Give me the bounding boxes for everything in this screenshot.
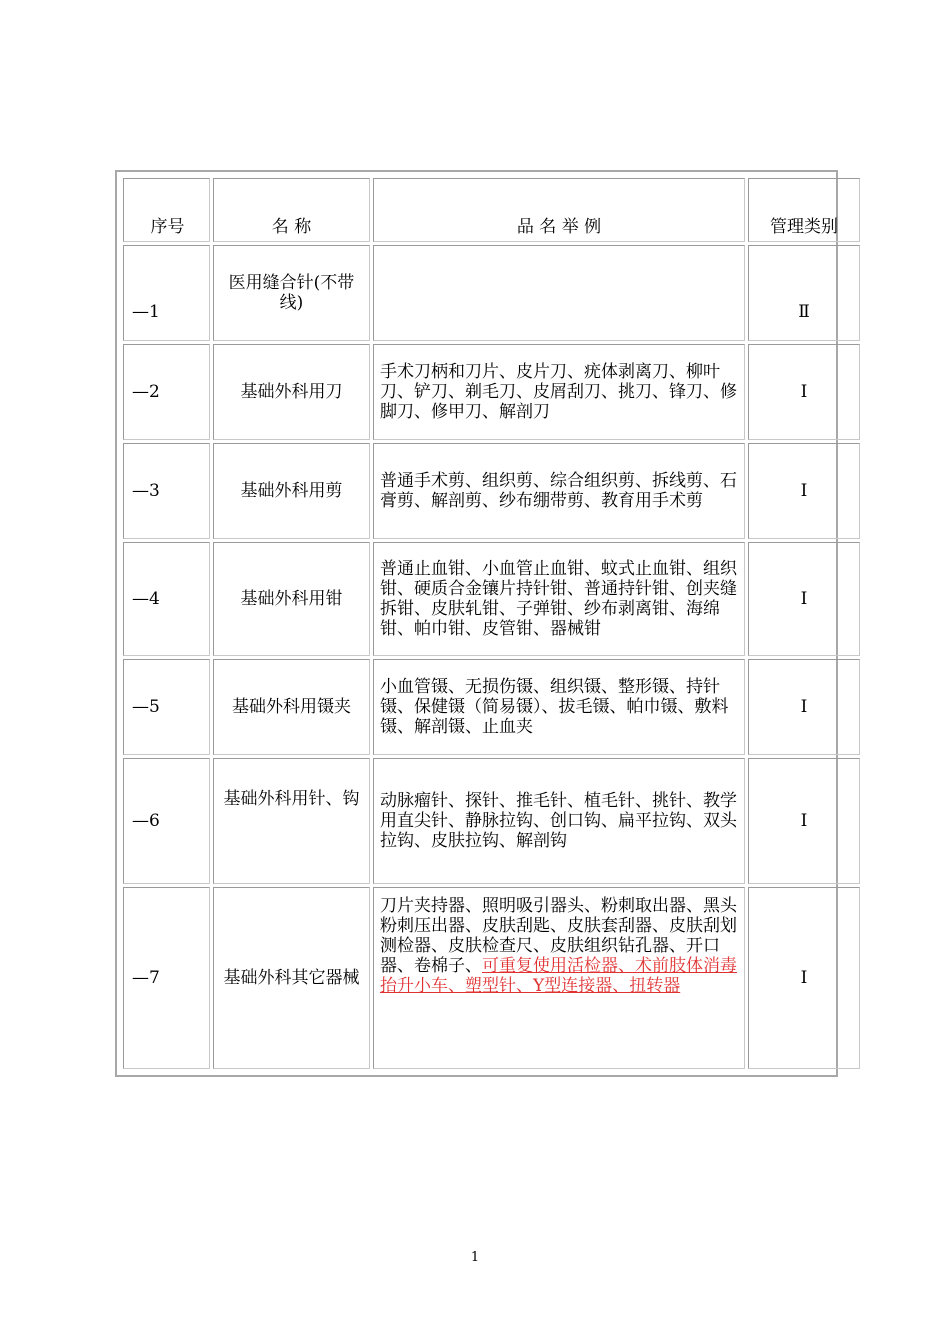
row-examples: 小血管镊、无损伤镊、组织镊、整形镊、持针镊、保健镊（简易镊）、拔毛镊、帕巾镊、敷料镊、解剖镊、止血夹	[373, 659, 745, 755]
row-seq: —6	[123, 758, 210, 884]
row-examples-revision-text: 可重复使用活检器、术前肢体消毒抬升小车、塑型针、Y型连接器、扭转器	[380, 956, 737, 996]
row-seq: —3	[123, 443, 210, 539]
row-category: Ⅰ	[748, 344, 860, 440]
table-row	[123, 245, 860, 341]
row-seq: —5	[123, 659, 210, 755]
row-name: 基础外科其它器械	[213, 887, 370, 1069]
row-name: 基础外科用刀	[213, 344, 370, 440]
row-examples: 普通手术剪、组织剪、综合组织剪、拆线剪、石膏剪、解剖剪、纱布绷带剪、教育用手术剪	[373, 443, 745, 539]
row-seq: —2	[123, 344, 210, 440]
row-seq: —7	[123, 887, 210, 1069]
row-seq: —1	[123, 245, 210, 341]
row-name: 基础外科用针、钩	[213, 758, 370, 884]
table-row	[123, 344, 860, 440]
table-row	[123, 887, 860, 1069]
header-examples: 品 名 举 例	[373, 178, 745, 242]
catalog-table	[120, 175, 863, 1072]
table-row	[123, 542, 860, 656]
table-header-row	[123, 178, 860, 242]
header-category: 管理类别	[748, 178, 860, 242]
table-row	[123, 443, 860, 539]
row-name: 基础外科用镊夹	[213, 659, 370, 755]
row-examples-text: 刀片夹持器、照明吸引器头、粉刺取出器、黑头粉刺压出器、皮肤刮匙、皮肤套刮器、皮肤刮划测检器、皮肤检查尺、皮肤组织钻孔器、开口器、卷棉子、	[380, 896, 737, 976]
row-category: Ⅰ	[748, 758, 860, 884]
row-category: Ⅱ	[748, 245, 860, 341]
row-examples	[373, 887, 745, 1069]
row-examples	[373, 245, 745, 341]
row-category: Ⅰ	[748, 542, 860, 656]
row-category: Ⅰ	[748, 443, 860, 539]
row-examples: 动脉瘤针、探针、推毛针、植毛针、挑针、教学用直尖针、静脉拉钩、创口钩、扁平拉钩、双头拉钩、皮肤拉钩、解剖钩	[373, 758, 745, 884]
header-name: 名 称	[213, 178, 370, 242]
page-number: 1	[470, 1250, 480, 1265]
row-examples: 普通止血钳、小血管止血钳、蚊式止血钳、组织钳、硬质合金镶片持针钳、普通持针钳、创夹缝拆钳、皮肤轧钳、子弹钳、纱布剥离钳、海绵钳、帕巾钳、皮管钳、器械钳	[373, 542, 745, 656]
row-examples: 手术刀柄和刀片、皮片刀、疣体剥离刀、柳叶刀、铲刀、剃毛刀、皮屑刮刀、挑刀、锋刀、修脚刀、修甲刀、解剖刀	[373, 344, 745, 440]
row-category: Ⅰ	[748, 887, 860, 1069]
row-name: 基础外科用剪	[213, 443, 370, 539]
catalog-table-frame	[115, 170, 838, 1077]
table-row	[123, 659, 860, 755]
header-seq: 序号	[123, 178, 210, 242]
row-name: 基础外科用钳	[213, 542, 370, 656]
row-name: 医用缝合针(不带线)	[213, 245, 370, 341]
table-row	[123, 758, 860, 884]
row-category: Ⅰ	[748, 659, 860, 755]
row-seq: —4	[123, 542, 210, 656]
